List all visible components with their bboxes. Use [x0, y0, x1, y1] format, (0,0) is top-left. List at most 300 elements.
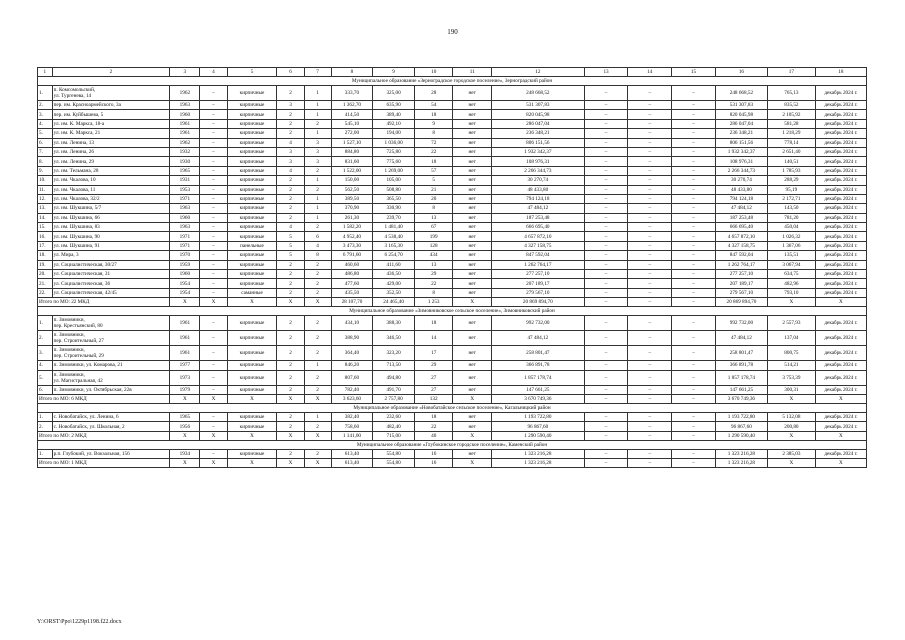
table-cell: 12. [38, 194, 53, 203]
table-cell: 1 [304, 361, 331, 370]
table-row [38, 361, 867, 370]
table-cell: – [584, 86, 628, 101]
table-cell [52, 129, 170, 138]
table-cell [52, 270, 170, 279]
table-cell: – [200, 316, 227, 331]
table-cell: X [767, 459, 815, 468]
table-cell: 491,70 [373, 385, 415, 394]
table-cell: кирпичные [227, 449, 277, 458]
table-cell: 14 [628, 68, 672, 77]
table-cell: 48 433,80 [715, 185, 767, 194]
table-cell: – [584, 241, 628, 250]
table-cell: – [584, 370, 628, 385]
table-cell: 199 [414, 232, 453, 241]
address-line: ул. Социалистическая, 31 [53, 271, 111, 278]
table-cell: 389,40 [373, 110, 415, 119]
address-line: ул. им. Шукшина, 90 [53, 233, 100, 240]
table-cell: нет [453, 213, 492, 222]
table-cell: 18 [414, 110, 453, 119]
table-cell: 22. [38, 288, 53, 297]
table-cell: 1959 [170, 260, 200, 269]
table-cell: 232,60 [373, 412, 415, 421]
table-cell: 3 [304, 138, 331, 147]
table-cell: 4 952,40 [331, 232, 373, 241]
address-line: ул. им. Тельмана, 28 [53, 167, 99, 174]
table-cell: 13 [584, 68, 628, 77]
table-cell: – [628, 316, 672, 331]
table-cell [52, 361, 170, 370]
table-cell: 258 801,47 [715, 346, 767, 361]
table-cell: 207 189,17 [715, 279, 767, 288]
table-cell: 57 [414, 166, 453, 175]
table-cell: декабрь 2024 г. [815, 288, 866, 297]
table-cell: 725,80 [373, 147, 415, 156]
table-cell: 248 668,52 [491, 86, 584, 101]
table-cell: 2 385,03 [767, 449, 815, 458]
table-cell: 884,80 [331, 147, 373, 156]
table-cell [52, 185, 170, 194]
table-cell: 1 262 764,17 [491, 260, 584, 269]
table-cell: – [628, 147, 672, 156]
table-cell: кирпичные [227, 119, 277, 128]
table-cell: 27 [414, 370, 453, 385]
table-cell: 72 [414, 138, 453, 147]
table-cell [52, 279, 170, 288]
table-cell: 3 [277, 157, 304, 166]
table-row [38, 223, 867, 232]
table-cell: – [584, 223, 628, 232]
table-cell: 4 657 872,10 [715, 232, 767, 241]
table-cell: 95,19 [767, 185, 815, 194]
table-cell: – [628, 260, 672, 269]
table-cell: 482,96 [767, 279, 815, 288]
table-cell: – [628, 331, 672, 346]
address-line: ул. им. К. Маркса, 21 [53, 130, 101, 137]
table-row [38, 260, 867, 269]
table-cell: – [672, 251, 716, 260]
address-line: ул. Мира, 3 [53, 252, 79, 259]
table-cell: 460,60 [331, 260, 373, 269]
table-cell: 6. [38, 385, 53, 394]
table-cell: 508,80 [373, 185, 415, 194]
table-cell: 4. [38, 361, 53, 370]
table-cell: 482,40 [373, 422, 415, 431]
table-cell: 2 [277, 194, 304, 203]
table-cell: – [628, 101, 672, 110]
table-cell: 1 481,40 [373, 223, 415, 232]
table-cell: – [584, 459, 628, 468]
table-cell: 2 [304, 260, 331, 269]
table-cell [52, 166, 170, 175]
table-row [38, 449, 867, 458]
table-cell: кирпичные [227, 101, 277, 110]
table-cell: 187 253,48 [715, 213, 767, 222]
table-cell: – [628, 370, 672, 385]
table-cell: 450,04 [767, 223, 815, 232]
table-cell: – [200, 232, 227, 241]
table-row [38, 119, 867, 128]
address-line: пер. Крестьянский, 80 [53, 323, 103, 330]
table-cell: – [672, 385, 716, 394]
table-cell: 2 757,80 [373, 394, 415, 403]
table-cell: X [304, 298, 331, 307]
table-cell: 1931 [170, 176, 200, 185]
table-cell: 531 307,83 [715, 101, 767, 110]
table-row [38, 331, 867, 346]
table-cell: 96 867,60 [715, 422, 767, 431]
table-cell: 2 [277, 86, 304, 101]
table-cell: нет [453, 119, 492, 128]
table-row [38, 166, 867, 175]
table-cell: – [628, 185, 672, 194]
table-cell: – [200, 166, 227, 175]
table-cell: – [628, 288, 672, 297]
address-line: ул. Социалистическая, 30/27 [53, 261, 117, 268]
table-row [38, 138, 867, 147]
table-cell: 1963 [170, 101, 200, 110]
table-cell: 147 661,25 [715, 385, 767, 394]
table-cell: 436,50 [373, 270, 415, 279]
table-cell: – [584, 260, 628, 269]
address-line: ул. им. Шукшина, 66 [53, 214, 100, 221]
address-line: п. Зимовники, [53, 371, 85, 378]
table-cell: декабрь 2024 г. [815, 279, 866, 288]
table-cell: 7 [304, 68, 331, 77]
table-cell: 1 [304, 412, 331, 421]
table-cell: 8 [414, 288, 453, 297]
table-cell: 1961 [170, 346, 200, 361]
table-cell: – [672, 223, 716, 232]
table-cell: – [584, 331, 628, 346]
table-cell: кирпичные [227, 260, 277, 269]
address-line: пер. им. Красноармейского, 3а [53, 102, 121, 109]
table-cell: – [628, 241, 672, 250]
address-line: пер. Строительный, 29 [53, 353, 104, 360]
table-cell: Муниципальное образование «Зимовниковское сельское поселение», Зимовниковский район [38, 307, 867, 316]
table-row [38, 279, 867, 288]
table-cell [52, 449, 170, 458]
table-cell: 13 [414, 260, 453, 269]
table-cell: 1932 [170, 147, 200, 156]
address-line: ул. им. Чкалова, 32/2 [53, 196, 100, 203]
table-cell: X [277, 394, 304, 403]
address-line: с. Новобатайск, ул. Ленина, 6 [53, 414, 119, 421]
table-cell: кирпичные [227, 316, 277, 331]
table-cell: 1 [304, 176, 331, 185]
table-cell [52, 385, 170, 394]
table-cell: – [672, 459, 716, 468]
table-cell: – [200, 110, 227, 119]
table-cell: X [815, 431, 866, 440]
table-cell: – [672, 101, 716, 110]
table-row [38, 316, 867, 331]
table-cell: 20 869 894,70 [491, 298, 584, 307]
table-cell: – [200, 331, 227, 346]
address-line: ул. Социалистическая, 36 [53, 280, 111, 287]
table-cell: 635,90 [373, 101, 415, 110]
table-cell: декабрь 2024 г. [815, 147, 866, 156]
table-cell: 1971 [170, 232, 200, 241]
table-cell: – [672, 412, 716, 421]
table-cell: нет [453, 346, 492, 361]
table-cell: кирпичные [227, 361, 277, 370]
table-cell: 613,40 [331, 449, 373, 458]
address-line: ул. Тургенева, 14 [53, 93, 92, 99]
table-cell: 1965 [170, 412, 200, 421]
table-cell: 370,90 [331, 204, 373, 213]
table-cell: – [628, 138, 672, 147]
table-cell: 1 [304, 194, 331, 203]
table-cell: кирпичные [227, 110, 277, 119]
table-cell: нет [453, 223, 492, 232]
table-row [38, 101, 867, 110]
table-cell: – [584, 385, 628, 394]
table-cell: нет [453, 129, 492, 138]
table-row [38, 86, 867, 101]
table-cell: – [200, 241, 227, 250]
table-cell: 1960 [170, 213, 200, 222]
table-cell: 1. [38, 449, 53, 458]
table-cell: 477,60 [331, 279, 373, 288]
table-cell: нет [453, 288, 492, 297]
table-cell: 48 433,80 [491, 185, 584, 194]
table-cell: кирпичные [227, 223, 277, 232]
address-line: пер. им. Куйбышева, 5 [53, 111, 104, 118]
table-cell: 778,14 [767, 138, 815, 147]
table-cell: 435,50 [331, 288, 373, 297]
table-cell: кирпичные [227, 129, 277, 138]
table-cell: 1 [304, 204, 331, 213]
table-cell: 29 [414, 361, 453, 370]
table-cell: декабрь 2024 г. [815, 129, 866, 138]
table-cell: 1. [38, 316, 53, 331]
table-cell: нет [453, 385, 492, 394]
table-cell: – [672, 361, 716, 370]
table-cell: 1961 [170, 129, 200, 138]
table-cell: – [200, 129, 227, 138]
table-cell: 4 538,40 [373, 232, 415, 241]
table-cell: 1 367,06 [767, 241, 815, 250]
table-cell: 364,40 [331, 346, 373, 361]
table-cell: 1971 [170, 194, 200, 203]
table-cell: 15 [672, 68, 716, 77]
table-cell: 1962 [170, 86, 200, 101]
table-cell: нет [453, 449, 492, 458]
table-cell: декабрь 2024 г. [815, 110, 866, 119]
table-cell: 494,80 [373, 370, 415, 385]
table-cell: 2 [277, 331, 304, 346]
table-cell: – [628, 449, 672, 458]
table-cell: 330,90 [373, 204, 415, 213]
table-cell: 2 [304, 185, 331, 194]
table-cell: – [672, 346, 716, 361]
table-cell: 2 [277, 361, 304, 370]
table-cell: 782,40 [331, 385, 373, 394]
table-cell: кирпичные [227, 385, 277, 394]
table-cell: – [672, 147, 716, 156]
table-cell: 29 [414, 270, 453, 279]
table-cell: 1 [304, 129, 331, 138]
table-cell: нет [453, 166, 492, 175]
table-cell: X [227, 298, 277, 307]
table-cell: 16 [414, 459, 453, 468]
table-cell: – [628, 298, 672, 307]
table-cell: – [672, 157, 716, 166]
table-cell [52, 316, 170, 331]
table-cell: – [584, 288, 628, 297]
table-cell: – [200, 279, 227, 288]
table-cell: 846,20 [331, 361, 373, 370]
table-cell: 3 753,39 [767, 370, 815, 385]
table-cell: – [672, 86, 716, 101]
table-cell: 2 [304, 449, 331, 458]
table-cell [52, 370, 170, 385]
table-cell: 13 [414, 213, 453, 222]
table-cell: 1963 [170, 223, 200, 232]
table-cell: 2 [304, 288, 331, 297]
table-cell: 2 [277, 412, 304, 421]
table-cell: 1930 [170, 157, 200, 166]
address-line: п. Зимовники, ул. Комарова, 21 [53, 362, 123, 369]
table-cell: – [672, 185, 716, 194]
table-cell: нет [453, 260, 492, 269]
table-row [38, 251, 867, 260]
table-cell: 2 [304, 119, 331, 128]
table-cell: 1 [304, 86, 331, 101]
table-cell: нет [453, 241, 492, 250]
table-cell: 758,60 [331, 422, 373, 431]
table-cell: 1977 [170, 361, 200, 370]
table-cell: 1 323 216,28 [491, 459, 584, 468]
table-cell: 3 623,60 [331, 394, 373, 403]
table-cell: 666 695,40 [491, 223, 584, 232]
table-cell: нет [453, 331, 492, 346]
table-cell: Муниципальное образование «Глубокинское городское поселение», Каменский район [38, 440, 867, 449]
table-row [38, 157, 867, 166]
table-cell: 236 348,21 [491, 129, 584, 138]
table-cell: 3 [304, 147, 331, 156]
table-cell: декабрь 2024 г. [815, 194, 866, 203]
table-cell: 2 [277, 176, 304, 185]
table-cell: 5. [38, 370, 53, 385]
table-cell: 1 290 590,40 [715, 431, 767, 440]
table-cell: – [628, 232, 672, 241]
table-cell: 2 [304, 223, 331, 232]
table-cell: декабрь 2024 г. [815, 119, 866, 128]
table-cell: 4 [304, 241, 331, 250]
table-cell: 1962 [170, 138, 200, 147]
table-cell: 1979 [170, 385, 200, 394]
address-line: п. Зимовники, ул. Октябрьская, 22в [53, 386, 132, 393]
table-cell: кирпичные [227, 331, 277, 346]
table-cell: – [672, 213, 716, 222]
table-cell: 20 869 894,70 [715, 298, 767, 307]
table-cell: 128 [414, 241, 453, 250]
table-cell: кирпичные [227, 346, 277, 361]
table-cell: – [672, 270, 716, 279]
table-cell: 545,10 [331, 119, 373, 128]
table-cell [52, 138, 170, 147]
table-cell [52, 157, 170, 166]
table-cell: 4. [38, 119, 53, 128]
table-cell: 2 [277, 385, 304, 394]
column-number-row [38, 68, 867, 77]
table-cell: 1 [304, 213, 331, 222]
table-cell: 135,51 [767, 251, 815, 260]
table-cell: – [200, 422, 227, 431]
table-cell: 3. [38, 110, 53, 119]
table-cell: 8 [414, 204, 453, 213]
table-cell: 2 [304, 346, 331, 361]
table-cell: 2 [277, 185, 304, 194]
table-cell: – [672, 138, 716, 147]
table-cell: 820 045,98 [715, 110, 767, 119]
table-cell [52, 232, 170, 241]
table-cell [52, 346, 170, 361]
table-cell: 279 567,10 [715, 288, 767, 297]
table-cell: – [628, 86, 672, 101]
page-number: 190 [447, 28, 458, 36]
table-cell: – [672, 331, 716, 346]
table-cell: 1 527,10 [331, 138, 373, 147]
table-cell: 388,90 [331, 331, 373, 346]
table-cell [52, 119, 170, 128]
table-cell [52, 86, 170, 101]
table-cell: 2. [38, 101, 53, 110]
table-cell: X [170, 431, 200, 440]
table-cell: 382,40 [331, 412, 373, 421]
table-cell: 40 [414, 431, 453, 440]
table-row [38, 213, 867, 222]
table-cell: 11 [453, 68, 492, 77]
table-cell: 666 695,40 [715, 223, 767, 232]
municipality-header-row [38, 77, 867, 86]
table-cell: 365,50 [373, 194, 415, 203]
table-cell: 581,28 [767, 119, 815, 128]
table-cell: – [628, 422, 672, 431]
table-cell: 806 151,56 [491, 138, 584, 147]
table-cell: 248 668,52 [715, 86, 767, 101]
table-cell: 1956 [170, 422, 200, 431]
total-row [38, 298, 867, 307]
table-cell: 105,00 [373, 176, 415, 185]
table-cell: 10 [414, 68, 453, 77]
table-cell: 286 047,04 [715, 119, 767, 128]
table-cell: X [767, 431, 815, 440]
table-cell: нет [453, 422, 492, 431]
table-cell [52, 331, 170, 346]
table-cell: 13. [38, 204, 53, 213]
table-cell: 11. [38, 185, 53, 194]
table-cell: 4 327 158,75 [491, 241, 584, 250]
table-row [38, 385, 867, 394]
table-cell: 352,50 [373, 288, 415, 297]
table-cell: 1954 [170, 288, 200, 297]
table-cell: – [628, 270, 672, 279]
table-cell: 47 484,12 [491, 204, 584, 213]
table-cell: – [584, 194, 628, 203]
table-cell: – [584, 147, 628, 156]
table-cell: 514,21 [767, 361, 815, 370]
table-cell: кирпичные [227, 185, 277, 194]
table-cell: 847 592,04 [715, 251, 767, 260]
table-cell: – [672, 194, 716, 203]
table-cell: X [304, 459, 331, 468]
table-cell: 20. [38, 270, 53, 279]
table-cell [52, 223, 170, 232]
table-cell: нет [453, 370, 492, 385]
table-cell: X [815, 459, 866, 468]
